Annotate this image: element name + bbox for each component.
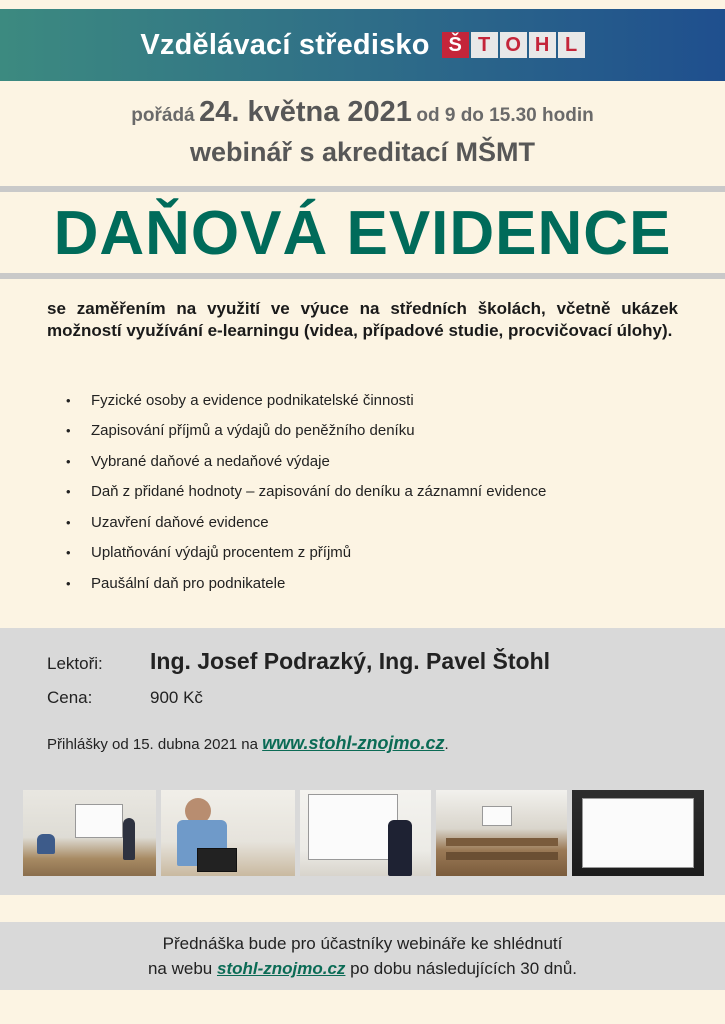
event-date-line bbox=[0, 96, 725, 129]
list-item bbox=[66, 477, 686, 508]
lecture-hall-photo bbox=[436, 790, 567, 876]
topic-text: Uzavření daňové evidence bbox=[91, 513, 269, 531]
list-item bbox=[66, 507, 686, 538]
course-intro: se zaměřením na využití ve výuce na středních školách, včetně ukázek možností využívání e-learningu (videa, případové studie, procvičovací úlohy). bbox=[47, 299, 678, 340]
bullet-icon: • bbox=[66, 392, 71, 408]
signup-text: Přihlášky od 15. dubna 2021 na bbox=[47, 736, 258, 753]
bullet-icon: • bbox=[66, 575, 71, 591]
topic-text: Vybrané daňové a nedaňové výdaje bbox=[91, 452, 330, 470]
event-type: webinář s akreditací MŠMT bbox=[189, 137, 536, 167]
monitor-photo bbox=[572, 790, 704, 876]
bullet-icon: • bbox=[66, 423, 71, 439]
list-item bbox=[66, 568, 686, 599]
footer-line-1: Přednáška bude pro účastníky webináře ke shlédnutí bbox=[162, 934, 563, 953]
topic-text: Fyzické osoby a evidence podnikatelské činnosti bbox=[91, 391, 414, 409]
topic-text: Paušální daň pro podnikatele bbox=[91, 574, 286, 592]
footer-note bbox=[0, 922, 725, 990]
topic-text: Uplatňování výdajů procentem z příjmů bbox=[91, 544, 352, 562]
header-banner bbox=[0, 9, 725, 81]
price-label: Cena: bbox=[47, 688, 93, 707]
bullet-icon: • bbox=[66, 484, 71, 500]
divider-bottom bbox=[0, 273, 725, 279]
lecturers-names: Ing. Josef Podrazký, Ing. Pavel Štohl bbox=[150, 648, 551, 674]
bullet-icon: • bbox=[66, 514, 71, 530]
topic-list bbox=[66, 385, 686, 599]
signup-suffix: . bbox=[444, 736, 449, 753]
logo-letter: Š bbox=[442, 32, 469, 58]
event-time: od 9 do 15.30 hodin bbox=[416, 105, 594, 126]
signup-link[interactable]: www.stohl-znojmo.cz bbox=[262, 733, 445, 753]
footer-text: po dobu následujících 30 dnů. bbox=[350, 959, 578, 978]
lecturers-row bbox=[47, 648, 550, 675]
divider-top bbox=[0, 186, 725, 192]
classroom-photo bbox=[23, 790, 156, 876]
course-title: DAŇOVÁ EVIDENCE bbox=[53, 199, 672, 268]
price-row bbox=[47, 688, 203, 708]
organizes-text: pořádá bbox=[131, 105, 195, 126]
list-item bbox=[66, 385, 686, 416]
photo-strip bbox=[23, 790, 704, 876]
logo-letter: L bbox=[558, 32, 585, 58]
price-value: 900 Kč bbox=[150, 688, 203, 707]
list-item bbox=[66, 416, 686, 447]
event-date: 24. května 2021 bbox=[199, 96, 412, 128]
bullet-icon: • bbox=[66, 453, 71, 469]
stohl-logo bbox=[442, 32, 585, 58]
topic-text: Zapisování příjmů a výdajů do peněžního deníku bbox=[91, 422, 415, 440]
logo-letter: H bbox=[529, 32, 556, 58]
topic-text: Daň z přidané hodnoty – zapisování do deníku a záznamní evidence bbox=[91, 483, 547, 501]
list-item bbox=[66, 446, 686, 477]
lecturers-label: Lektoři: bbox=[47, 654, 103, 673]
presentation-photo bbox=[300, 790, 431, 876]
signup-line bbox=[47, 733, 449, 754]
logo-letter: O bbox=[500, 32, 527, 58]
bullet-icon: • bbox=[66, 545, 71, 561]
header-title: Vzdělávací středisko bbox=[140, 28, 430, 61]
logo-letter: T bbox=[471, 32, 498, 58]
footer-link[interactable]: stohl-znojmo.cz bbox=[216, 959, 346, 978]
footer-text: na webu bbox=[147, 959, 213, 978]
list-item bbox=[66, 538, 686, 569]
lecturer-photo bbox=[161, 790, 295, 876]
footer-line-2 bbox=[0, 956, 725, 981]
